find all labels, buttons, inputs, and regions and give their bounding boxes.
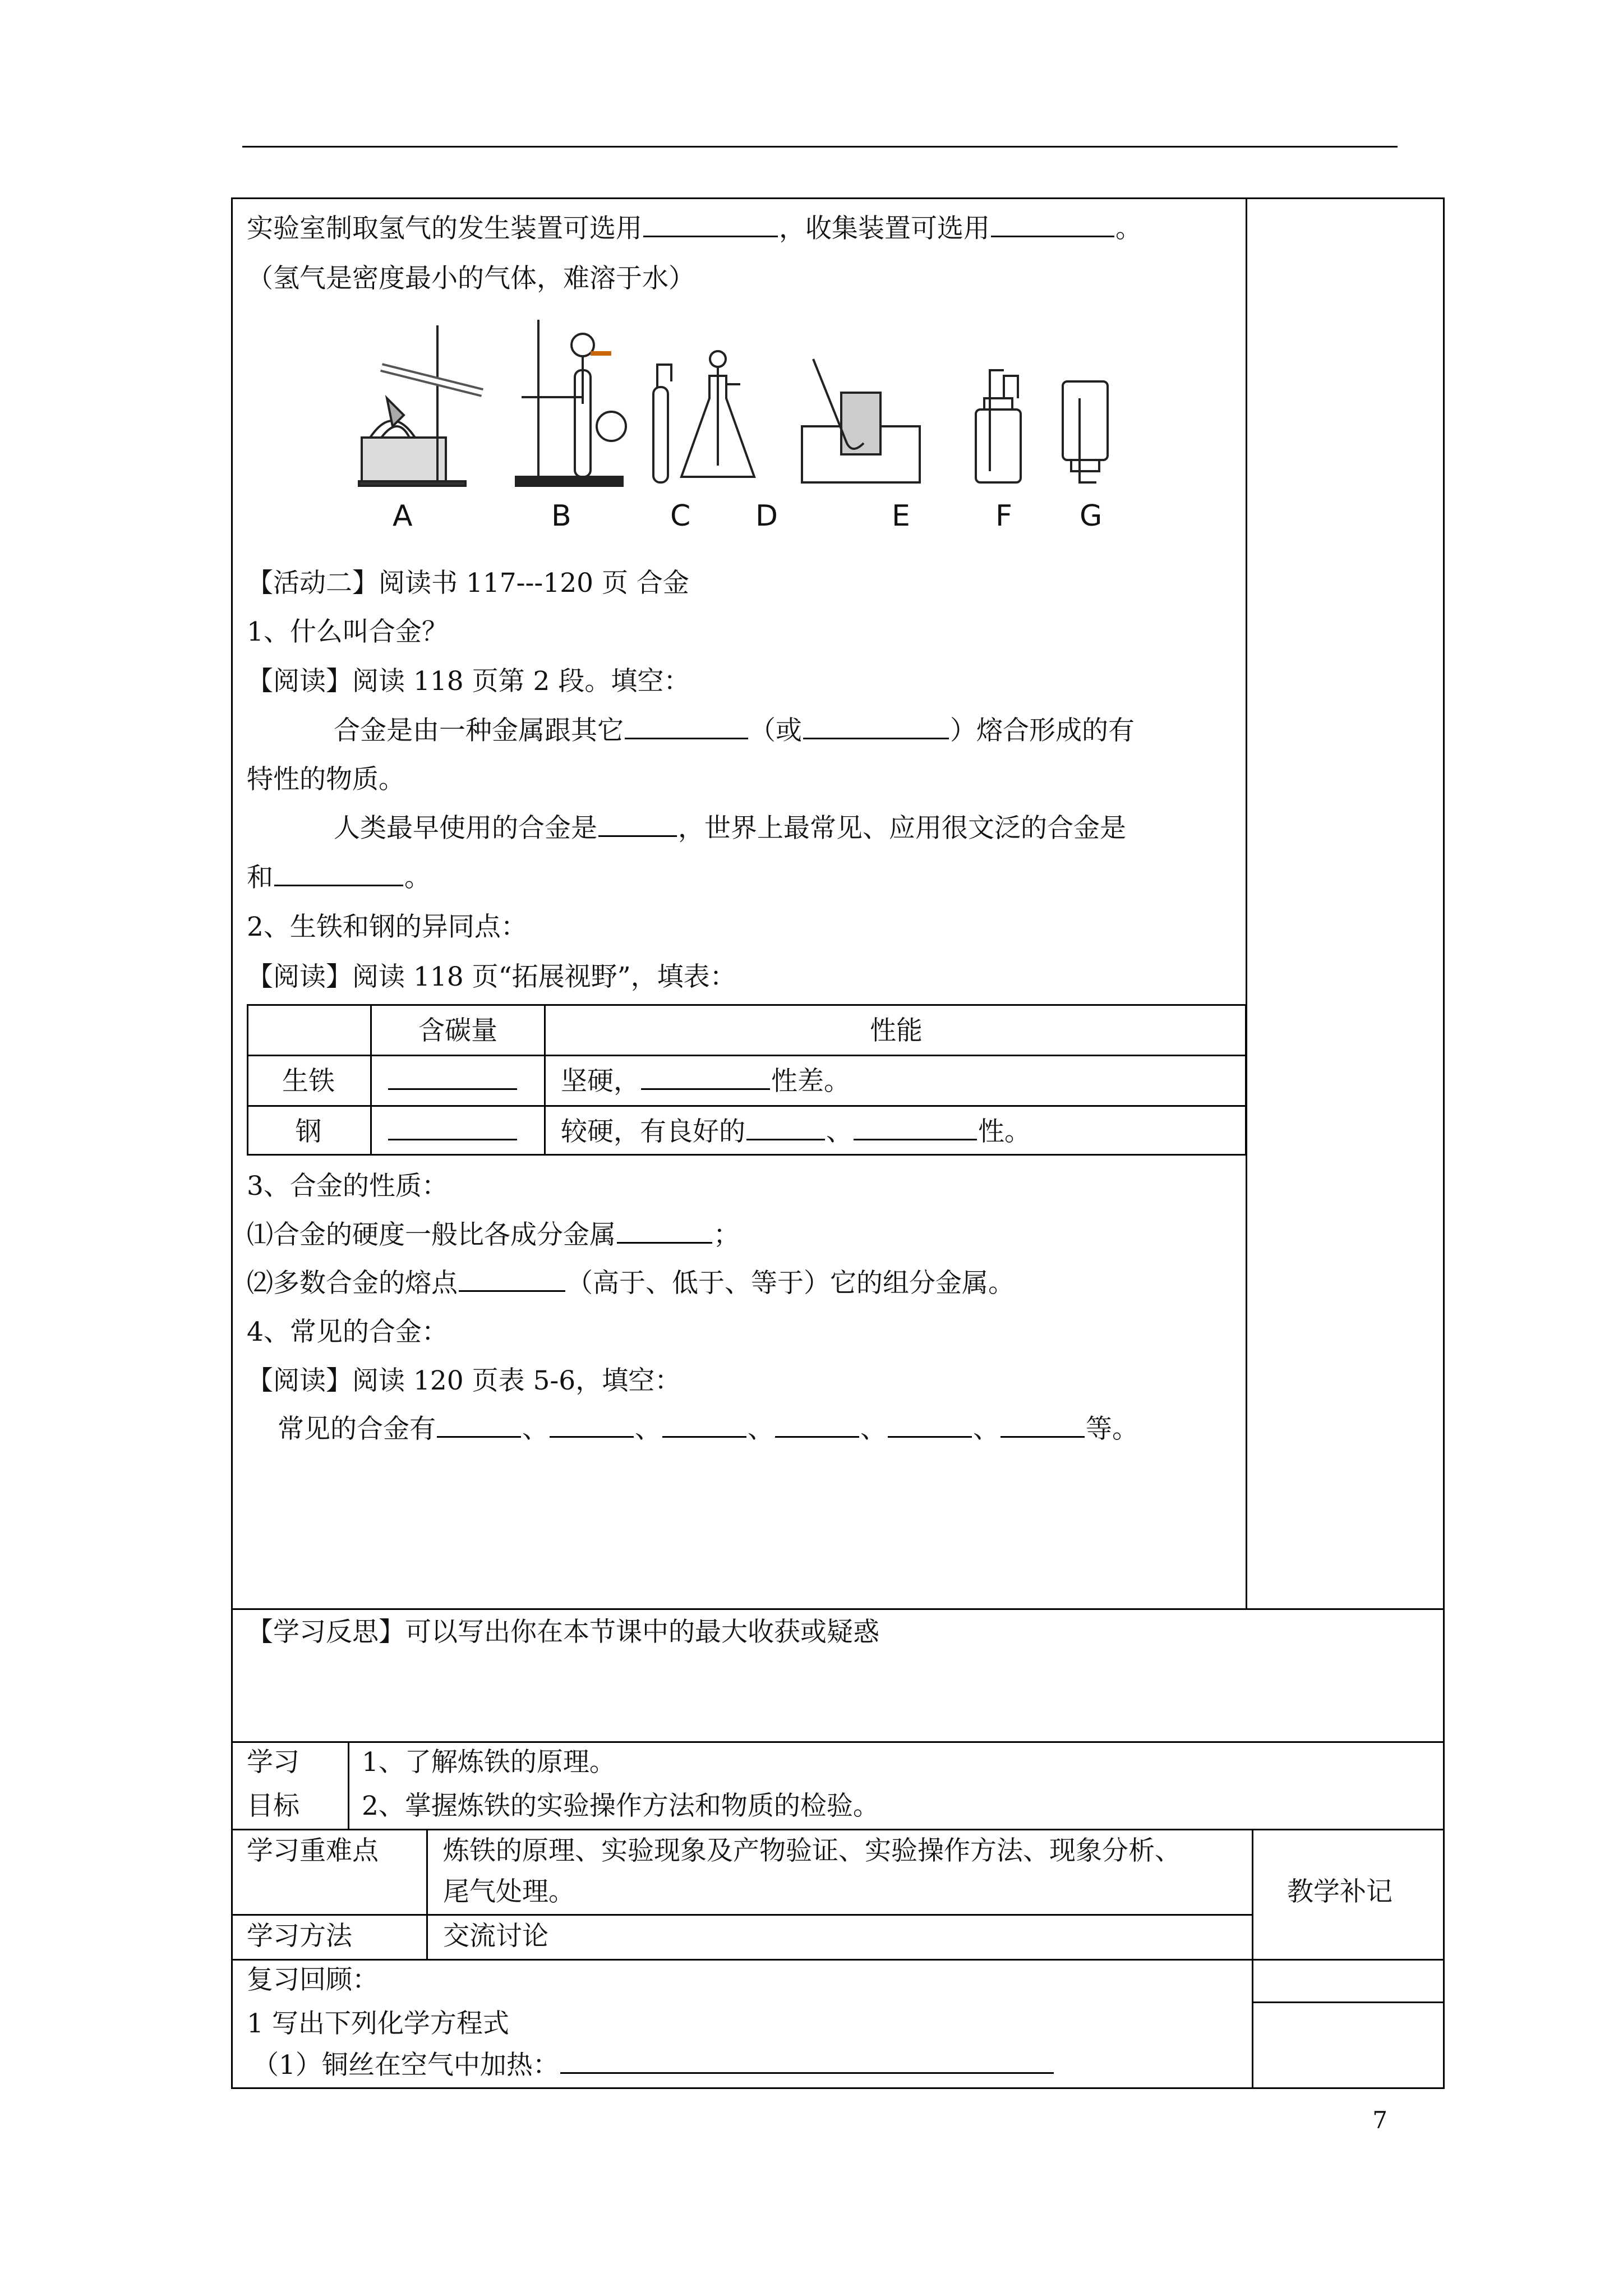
- col-divider: [426, 1829, 428, 1959]
- blank[interactable]: [388, 1066, 517, 1090]
- apparatus-figure: [348, 314, 1133, 499]
- apparatus-f-icon: [976, 370, 1021, 482]
- page-number: 7: [1372, 2106, 1387, 2134]
- apparatus-label-d: D: [755, 499, 778, 533]
- apparatus-c-icon: [653, 365, 671, 482]
- blank[interactable]: [388, 1116, 517, 1140]
- blank[interactable]: [991, 213, 1114, 237]
- blank[interactable]: [459, 1268, 565, 1292]
- review-question-1-1: （1）铜丝在空气中加热：: [252, 2049, 1055, 2082]
- apparatus-label-e: E: [892, 499, 910, 533]
- table-row-steel: 钢: [295, 1116, 322, 1147]
- table-header-performance: 性能: [870, 1015, 923, 1046]
- key-points-label: 学习重难点: [247, 1835, 379, 1866]
- blank[interactable]: [598, 813, 677, 837]
- key-points-line1: 炼铁的原理、实验现象及产物验证、实验操作方法、现象分析、: [443, 1835, 1181, 1866]
- property-1: ⑴合金的硬度一般比各成分金属 ；: [247, 1220, 740, 1250]
- right-column-divider: [1246, 197, 1247, 1610]
- blank[interactable]: [803, 715, 949, 739]
- table-row-divider: [247, 1055, 1247, 1056]
- col-divider: [348, 1741, 349, 1829]
- hydrogen-note: （氢气是密度最小的气体，难溶于水）: [247, 263, 695, 294]
- table-row-pig-iron: 生铁: [282, 1066, 335, 1097]
- question-1: 1、什么叫合金？: [247, 616, 448, 647]
- row-divider: [231, 1829, 1445, 1830]
- key-points-line2: 尾气处理。: [443, 1876, 575, 1907]
- goal-item-1: 1、了解炼铁的原理。: [362, 1747, 616, 1778]
- row-divider: [231, 1959, 1445, 1961]
- goal-item-2: 2、掌握炼铁的实验操作方法和物质的检验。: [362, 1791, 879, 1821]
- earliest-alloy-line2: 和 。: [247, 862, 431, 893]
- method-label: 学习方法: [247, 1921, 352, 1952]
- apparatus-d-icon: [681, 351, 754, 477]
- apparatus-label-b: B: [551, 499, 571, 533]
- blank[interactable]: [854, 1116, 977, 1140]
- apparatus-label-f: F: [995, 499, 1012, 533]
- question-4: 4、常见的合金：: [247, 1317, 448, 1347]
- blank[interactable]: [641, 1066, 770, 1090]
- question-3: 3、合金的性质：: [247, 1171, 448, 1202]
- steel-carbon-blank: [387, 1115, 518, 1149]
- question-2: 2、生铁和钢的异同点：: [247, 912, 527, 942]
- apparatus-e-icon: [802, 359, 920, 482]
- blank[interactable]: [643, 213, 778, 237]
- row-divider: [231, 1914, 1252, 1916]
- blank[interactable]: [274, 862, 403, 886]
- table-row-divider: [247, 1105, 1247, 1107]
- blank[interactable]: [1000, 1414, 1085, 1438]
- reflection-prompt: 【学习反思】可以写出你在本节课中的最大收获或疑惑: [247, 1617, 879, 1648]
- apparatus-label-g: G: [1080, 499, 1103, 533]
- review-title: 复习回顾：: [247, 1964, 379, 1995]
- read-1: 【阅读】阅读 118 页第 2 段。填空：: [247, 666, 690, 697]
- read-2: 【阅读】阅读 118 页“拓展视野”，填表：: [247, 961, 736, 992]
- blank[interactable]: [746, 1116, 825, 1140]
- header-rule: [242, 146, 1398, 148]
- blank[interactable]: [775, 1414, 859, 1438]
- blank[interactable]: [617, 1220, 712, 1244]
- common-alloys: 常见的合金有 、 、 、 、 、 等。: [278, 1414, 1138, 1444]
- col-divider: [1252, 1829, 1253, 2089]
- goals-label-2: 目标: [247, 1791, 299, 1821]
- property-2: ⑵多数合金的熔点 （高于、低于、等于）它的组分金属。: [247, 1268, 1015, 1299]
- blank[interactable]: [550, 1414, 634, 1438]
- teaching-notes-label: 教学补记: [1287, 1876, 1393, 1907]
- earliest-alloy: 人类最早使用的合金是 ，世界上最常见、应用很文泛的合金是: [334, 813, 1126, 844]
- row-divider: [1252, 2001, 1445, 2003]
- pig-iron-carbon-blank: [387, 1065, 518, 1098]
- blank[interactable]: [560, 2050, 1054, 2074]
- apparatus-label-c: C: [670, 499, 691, 533]
- method-value: 交流讨论: [443, 1921, 548, 1952]
- blank[interactable]: [437, 1414, 521, 1438]
- blank[interactable]: [888, 1414, 972, 1438]
- apparatus-a-icon: [359, 325, 482, 486]
- blank[interactable]: [625, 715, 748, 739]
- alloy-definition-line2: 特性的物质。: [247, 764, 405, 795]
- apparatus-label-a: A: [393, 499, 413, 533]
- hydrogen-question: 实验室制取氢气的发生装置可选用 ，收集装置可选用 。: [247, 213, 1142, 244]
- alloy-definition: 合金是由一种金属跟其它 （或 ）熔合形成的有: [334, 715, 1135, 746]
- steel-performance: 较硬，有良好的 、 性。: [561, 1116, 1031, 1147]
- blank[interactable]: [662, 1414, 746, 1438]
- pig-iron-performance: 坚硬， 性差。: [561, 1066, 850, 1097]
- goals-label-1: 学习: [247, 1747, 299, 1778]
- apparatus-b-icon: [516, 320, 626, 486]
- activity-two-heading: 【活动二】阅读书 117---120 页 合金: [247, 568, 689, 599]
- review-question-1: 1 写出下列化学方程式: [247, 2008, 509, 2039]
- apparatus-g-icon: [1063, 381, 1108, 482]
- table-header-carbon: 含碳量: [418, 1015, 497, 1046]
- read-3: 【阅读】阅读 120 页表 5-6，填空：: [247, 1365, 681, 1396]
